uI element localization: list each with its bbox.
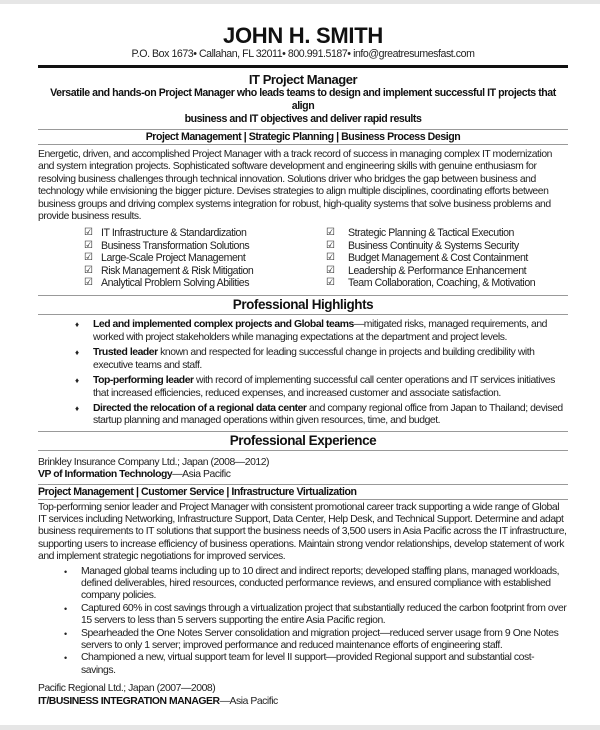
skill-item — [84, 252, 326, 264]
job-role: VP of Information Technology — [38, 469, 173, 481]
job-entry — [38, 683, 568, 708]
achievement-item — [64, 628, 568, 653]
section-heading-experience: Professional Experience — [229, 432, 377, 448]
skill-label: Analytical Problem Solving Abilities — [101, 277, 250, 290]
tagline-line-2: business and IT objectives and deliver rapid results — [184, 113, 422, 125]
skill-item — [84, 227, 326, 239]
divider — [38, 144, 568, 145]
highlight-lead: Led and implemented complex projects and Global teams — [93, 319, 354, 331]
skill-item — [84, 265, 326, 277]
achievement-text: Captured 60% in cost savings through a virtualization project that substantially reduced the carbon footprint from over 15 servers to less than 5 servers supporting the entire Asia Pacific region. — [81, 602, 567, 627]
highlight-text — [93, 319, 568, 344]
skill-item — [326, 240, 568, 252]
skills-column-left — [84, 227, 326, 289]
bottom-border — [0, 725, 600, 730]
job-company: Brinkley Insurance Company Ltd.; Japan (2008—2012) — [38, 456, 270, 468]
checkbox-checked-icon: ☑ — [326, 239, 335, 251]
job-summary: Top-performing senior leader and Project Manager with consistent promotional career track supporting a wide range of Global IT services including Networking, Infrastructure Support, Data Center, Help Desk, and Technical Support. Determine and adapt business requirements to IT solutions that support the business needs of 3,500 users in Asia Pacific across the IT infrastructure, supporting users to increase efficiency of business operations. Maintain strong vendor relationships, develop statement of work and implement strategic negotiations for improved services. — [38, 501, 567, 563]
achievement-item — [64, 652, 568, 677]
skill-label: Budget Management & Cost Containment — [348, 252, 528, 265]
highlight-lead: Trusted leader — [93, 347, 158, 359]
achievement-text: Managed global teams including up to 10 direct and indirect reports; developed staffing plans, managed workloads, defined deliverables, hired resources, conducted performance reviews, and ensured compliance with established company policies. — [81, 565, 560, 602]
divider — [38, 499, 568, 500]
bullet-icon: • — [64, 653, 67, 664]
diamond-bullet-icon: ♦ — [75, 348, 79, 358]
job-title: IT Project Manager — [248, 72, 358, 87]
achievement-item — [64, 566, 568, 603]
skill-item — [326, 277, 568, 289]
highlight-text — [93, 375, 568, 400]
highlight-detail: known and respected for leading successful change in projects and building credibility with executive teams and staff. — [93, 347, 535, 371]
top-border — [0, 0, 600, 4]
diamond-bullet-icon: ♦ — [75, 320, 79, 330]
checkbox-checked-icon: ☑ — [84, 277, 93, 289]
checkbox-checked-icon: ☑ — [326, 264, 335, 276]
skills-list — [84, 227, 568, 289]
skill-label: Business Transformation Solutions — [101, 239, 250, 252]
skill-item — [84, 240, 326, 252]
tagline-line-1: Versatile and hands-on Project Manager who leads teams to design and implement successful IT projects that align — [50, 87, 556, 112]
job-role: IT/BUSINESS INTEGRATION MANAGER — [38, 695, 220, 707]
checkbox-checked-icon: ☑ — [326, 227, 335, 239]
job-focus: Project Management | Customer Service | Infrastructure Virtualization — [38, 485, 357, 498]
skill-item — [326, 265, 568, 277]
highlight-detail: and company regional office from Japan to Thailand; devised startup planning and managed operations within given resources, time, and budget. — [93, 402, 563, 427]
skill-label: Team Collaboration, Coaching, & Motivation — [348, 277, 536, 290]
highlight-item — [75, 403, 568, 428]
highlight-item — [75, 375, 568, 400]
highlight-detail: with record of implementing successful call center operations and IT services initiatives that increased efficiencies, reduced expenses, and increased customer and associate satisfaction. — [93, 375, 555, 399]
skill-label: Business Continuity & Systems Security — [348, 239, 519, 252]
checkbox-checked-icon: ☑ — [326, 277, 335, 289]
highlights-list — [38, 319, 568, 427]
resume-document — [38, 24, 568, 708]
diamond-bullet-icon: ♦ — [75, 403, 79, 413]
job-region: —Asia Pacific — [172, 469, 231, 481]
skill-item — [84, 277, 326, 289]
core-keywords: Project Management | Strategic Planning | Business Process Design — [145, 131, 461, 143]
section-heading-highlights: Professional Highlights — [232, 297, 374, 313]
bullet-icon: • — [64, 603, 67, 614]
achievement-item — [64, 603, 568, 628]
divider — [38, 450, 568, 451]
skill-label: Strategic Planning & Tactical Execution — [348, 227, 514, 240]
bullet-icon: • — [64, 566, 67, 577]
contact-info: P.O. Box 1673• Callahan, FL 32011• 800.991.5187• info@greatresumesfast.com — [131, 48, 475, 60]
diamond-bullet-icon: ♦ — [75, 376, 79, 386]
skill-item — [326, 227, 568, 239]
skill-label: IT Infrastructure & Standardization — [101, 227, 247, 240]
header-divider — [38, 65, 568, 68]
bullet-icon: • — [64, 628, 67, 639]
achievement-text: Championed a new, virtual support team for level II support—provided Regional support and substantial cost-savings. — [81, 652, 535, 676]
checkbox-checked-icon: ☑ — [84, 264, 93, 276]
highlight-text — [93, 347, 568, 372]
achievement-text: Spearheaded the One Notes Server consolidation and migration project—reduced server usage from 9 One Notes servers to only 1 server; improved performance and reduced maintenance efforts of engineering staff. — [81, 627, 559, 651]
divider — [38, 314, 568, 315]
achievements-list — [38, 566, 568, 678]
profile-summary: Energetic, driven, and accomplished Project Manager with a track record of success in managing complex IT modernization and system integration projects. Sophisticated software development and engineering skills with genuine enthusiasm for resolving business challenges through technical innovation. Solutions driver who bridges the gap between business and technology while envisioning the bigger picture. Devises strategies to align multiple disciplines, coordinating efforts between business groups and driving complex systems integration for robust, high-quality systems that solve business problems and provide business results. — [38, 149, 552, 223]
checkbox-checked-icon: ☑ — [84, 239, 93, 251]
job-company: Pacific Regional Ltd.; Japan (2007—2008) — [38, 683, 216, 695]
checkbox-checked-icon: ☑ — [326, 252, 335, 264]
highlight-lead: Top-performing leader — [93, 375, 194, 387]
skills-column-right — [326, 227, 568, 289]
highlight-item — [75, 319, 568, 344]
skill-label: Large-Scale Project Management — [101, 252, 246, 265]
skill-label: Leadership & Performance Enhancement — [348, 264, 527, 277]
highlight-lead: Directed the relocation of a regional data center — [93, 402, 307, 414]
highlight-item — [75, 347, 568, 372]
skill-item — [326, 252, 568, 264]
highlight-text — [93, 403, 568, 428]
skill-label: Risk Management & Risk Mitigation — [101, 264, 254, 277]
candidate-name: JOHN H. SMITH — [223, 23, 383, 48]
highlight-detail: —mitigated risks, managed requirements, and worked with project stakeholders while managing expectations at the department and project levels. — [93, 319, 547, 343]
checkbox-checked-icon: ☑ — [84, 252, 93, 264]
job-region: —Asia Pacific — [219, 695, 278, 707]
checkbox-checked-icon: ☑ — [84, 227, 93, 239]
job-entry — [38, 457, 568, 678]
